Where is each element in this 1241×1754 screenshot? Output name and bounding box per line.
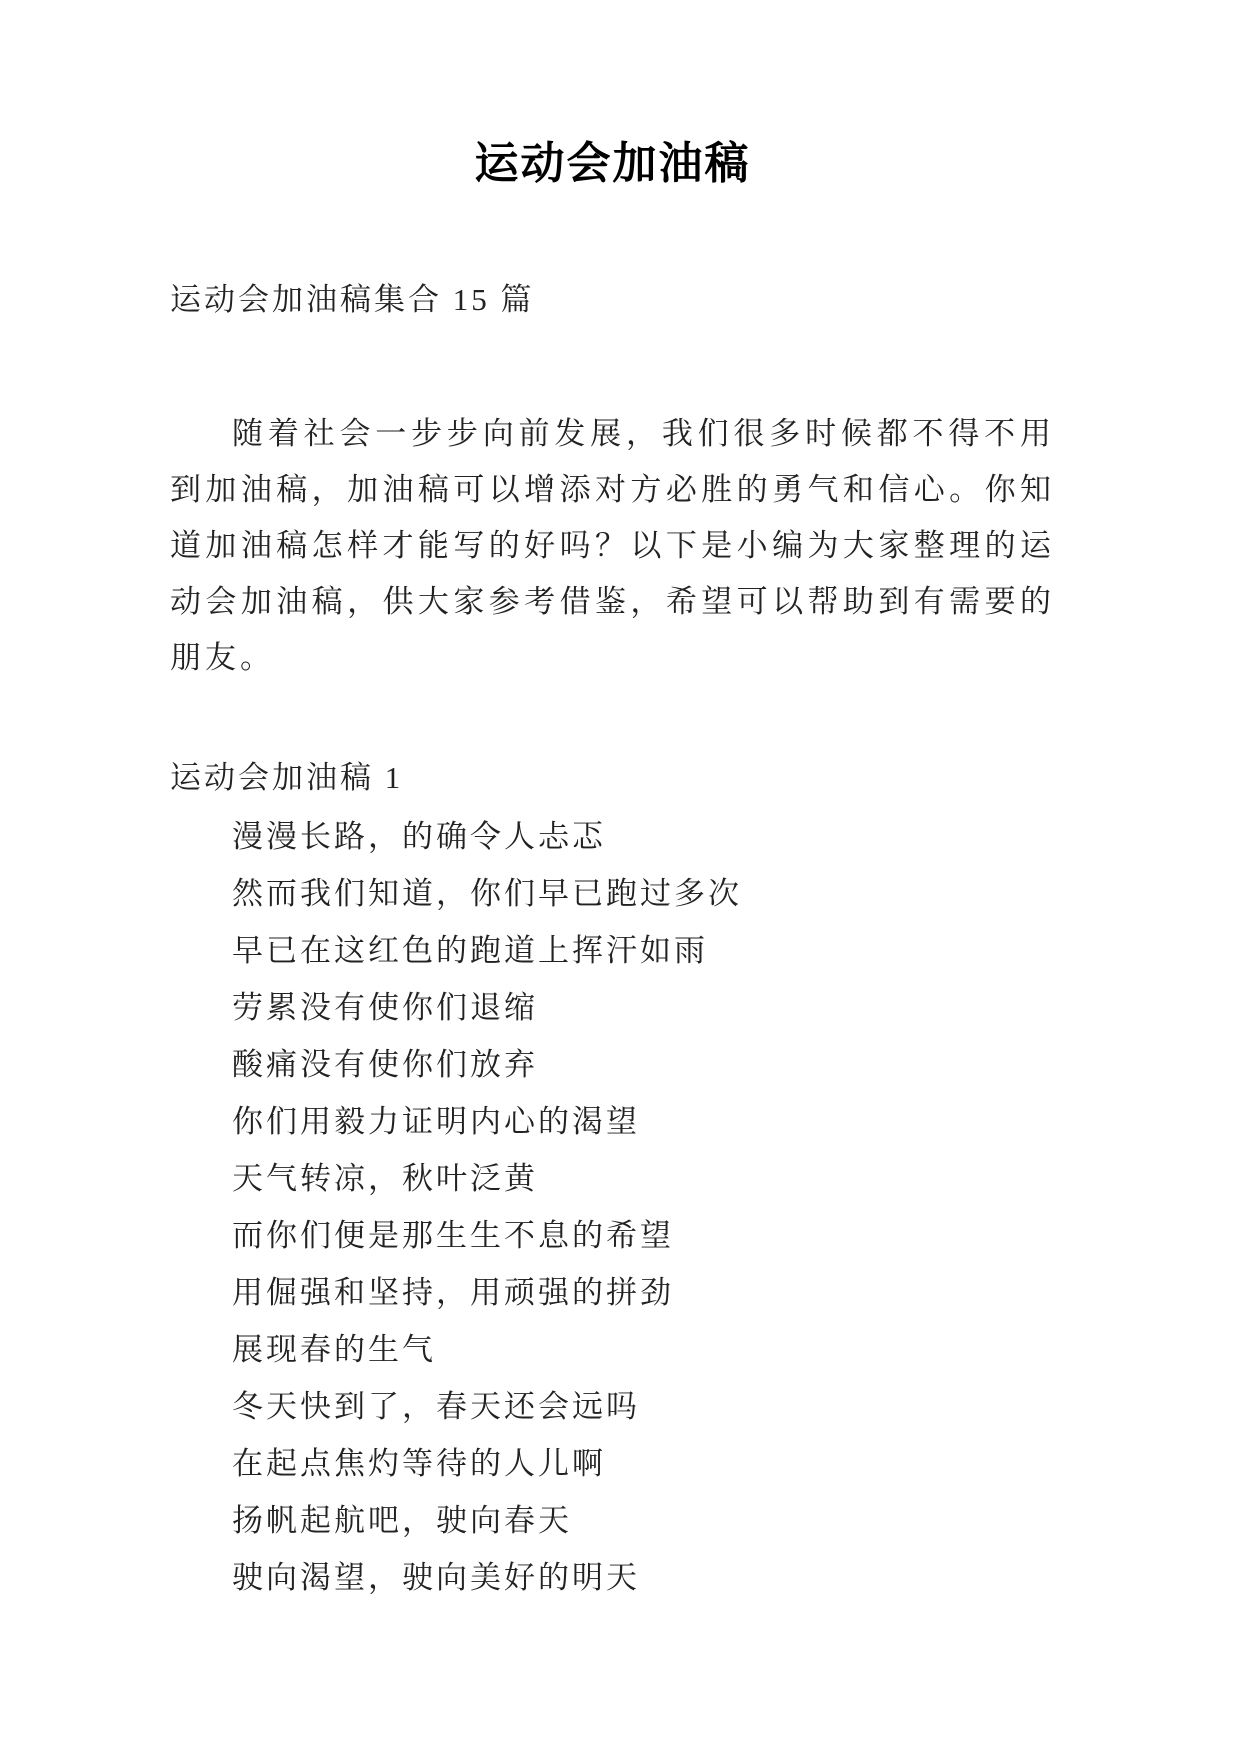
poem-line: 然而我们知道，你们早已跑过多次 bbox=[232, 876, 742, 911]
poem-line: 驶向渴望，驶向美好的明天 bbox=[232, 1560, 640, 1595]
poem-line: 天气转凉，秋叶泛黄 bbox=[232, 1161, 538, 1196]
poem-line: 漫漫长路，的确令人忐忑 bbox=[232, 819, 606, 854]
poem-line: 展现春的生气 bbox=[232, 1332, 436, 1367]
poem-line: 在起点焦灼等待的人儿啊 bbox=[232, 1446, 606, 1481]
poem-line: 早已在这红色的跑道上挥汗如雨 bbox=[232, 933, 708, 968]
collection-subtitle: 运动会加油稿集合 15 篇 bbox=[170, 282, 535, 317]
poem-line: 劳累没有使你们退缩 bbox=[232, 990, 538, 1025]
intro-paragraph: 随着社会一步步向前发展，我们很多时候都不得不用到加油稿，加油稿可以增添对方必胜的勇气和信心。你知道加油稿怎样才能写的好吗？以下是小编为大家整理的运动会加油稿，供大家参考借鉴，希望可以帮助到有需要的朋友。 bbox=[170, 416, 1055, 675]
poem-line: 而你们便是那生生不息的希望 bbox=[232, 1218, 674, 1253]
poem-line: 你们用毅力证明内心的渴望 bbox=[232, 1104, 640, 1139]
document-title: 运动会加油稿 bbox=[474, 139, 751, 188]
poem-line: 冬天快到了，春天还会远吗 bbox=[232, 1389, 640, 1424]
section-1-heading: 运动会加油稿 1 bbox=[170, 760, 404, 795]
poem-line: 酸痛没有使你们放弃 bbox=[232, 1047, 538, 1082]
poem-section-1 bbox=[170, 808, 1055, 1606]
poem-line: 用倔强和坚持，用顽强的拼劲 bbox=[232, 1275, 674, 1310]
poem-line: 扬帆起航吧，驶向春天 bbox=[232, 1503, 572, 1538]
